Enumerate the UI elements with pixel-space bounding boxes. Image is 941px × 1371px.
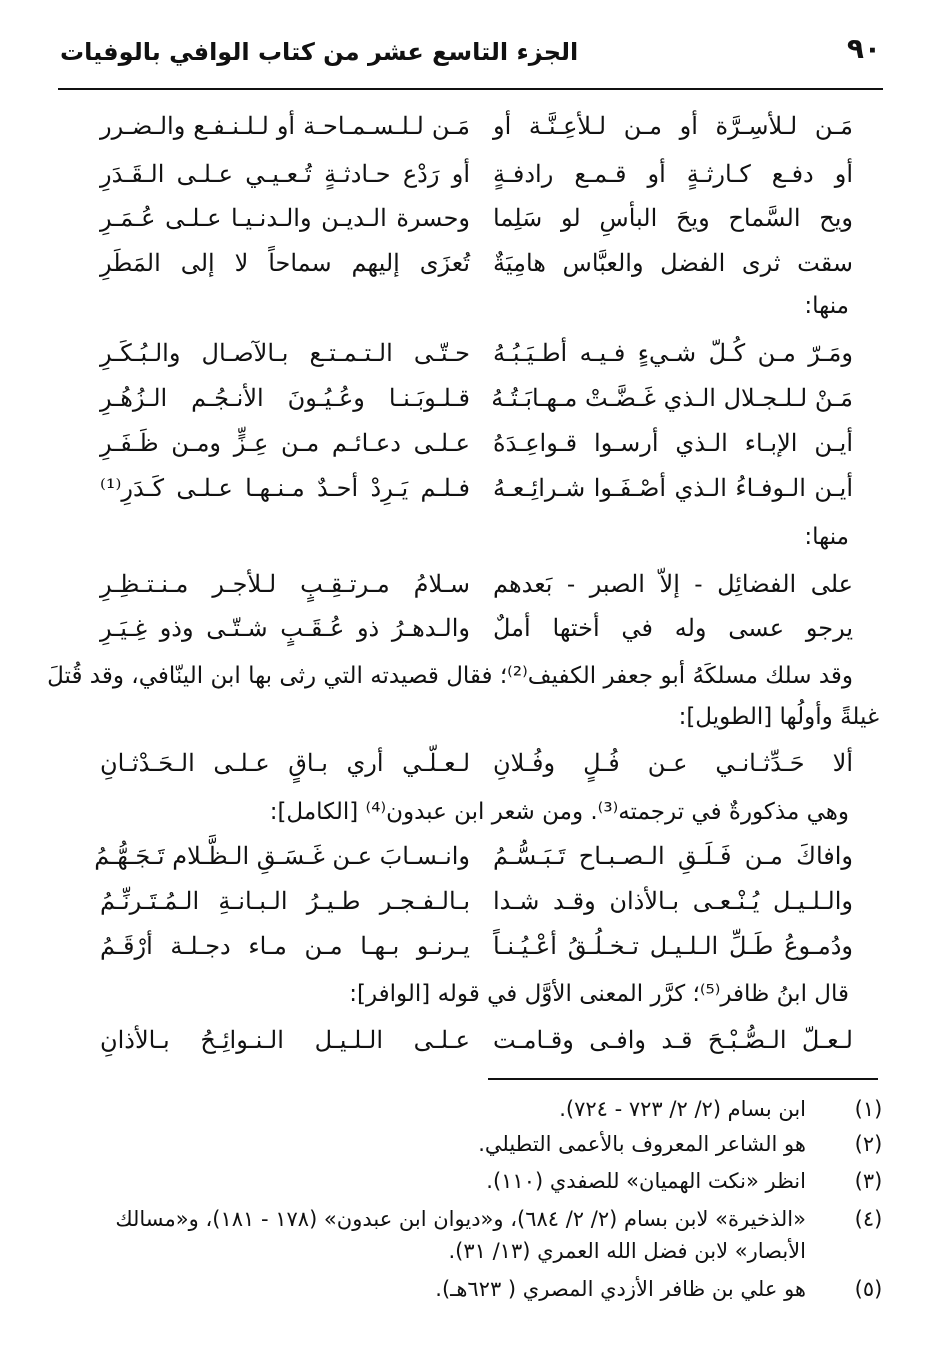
- verse: [100, 243, 853, 283]
- verse-second-hemistich: وحسرة الـديـن والـدنـيـا عـلـى عُـمَـرِ: [100, 204, 470, 232]
- section-label: منها:: [804, 524, 849, 550]
- verse: [100, 881, 853, 921]
- footnote-text: «الذخيرة» لابن بسام (٢/ ٢/ ٦٨٤)، و«ديوان ابن عبدون» (١٧٨ - ١٨١)، و«مسالك الأبصار» لابن فضل الله العمري (١٣/ ٣١).: [115, 1207, 806, 1263]
- verse-second-hemistich: عـلـى الـلـيـل الـنـوائِـحُ بـالأذانِ: [100, 1026, 470, 1054]
- verse: [100, 423, 853, 463]
- verse: [94, 836, 853, 876]
- footnote-number: (٤): [854, 1207, 883, 1231]
- verse-second-hemistich: سـلامُ مـرتـقِـبٍ لـلأجـر مـنـتـظِـرِ: [100, 570, 470, 598]
- verse-second-hemistich: حـتّـى الـتـمـتـع بـالآصـال والـبُـكَـرِ: [100, 339, 470, 367]
- prose-line: غيلةً وأولُها [الطويل]:: [678, 704, 879, 730]
- footnote-text: ابن بسام (٢/ ٢/ ٧٢٣ - ٧٢٤).: [559, 1097, 806, 1121]
- page-number: ٩٠: [846, 32, 881, 65]
- verse: [100, 106, 853, 146]
- verse-first-hemistich: لـعـلّ الـصُّـبْـحَ قـد وافـى وقـامـت: [493, 1026, 853, 1054]
- verse-first-hemistich: على الفضائِل - إلاّ الصبر - بَعدهم: [493, 570, 853, 598]
- footnote-number: (٥): [854, 1277, 883, 1301]
- verse: [100, 608, 853, 648]
- verse-second-hemistich: لـعـلّـي أري بـاقٍ عـلـى الـحَـدْثـانِ: [100, 749, 470, 777]
- verse: [100, 333, 853, 373]
- footnote-text: هو الشاعر المعروف بالأعمى التطيلي.: [478, 1132, 806, 1156]
- verse-first-hemistich: والـلـيـل يُـنْـعـى بـالأذان وقـد شـدا: [493, 887, 853, 915]
- section-label: منها:: [804, 293, 849, 319]
- footnote-text: هو علي بن ظافر الأزدي المصري ( ٦٢٣هـ).: [435, 1277, 806, 1301]
- footnote-number: (١): [854, 1097, 883, 1121]
- verse-first-hemistich: سقت ثرى الفضل والعبَّاس هامِيَةٌ: [493, 249, 853, 277]
- verse-first-hemistich: وافاكَ مـن فَـلَـقِ الـصـبـاح تَـبَـسُّـمُ: [493, 842, 853, 870]
- prose-line: وقد سلك مسلكَهُ أبو جعفر الكفيف⁽²⁾؛ فقال قصيدته التي رثى بها ابن الينّافي، وقد قُتلَ: [47, 663, 853, 689]
- verse-second-hemistich: أو رَدْع حـادثـةٍ تُـعـيـي عـلـى الـقَـدَرِ: [100, 160, 470, 188]
- verse-second-hemistich: تُعزَى إليهم سماحاً لا إلى المَطَرِ: [100, 249, 470, 277]
- verse-second-hemistich: يـرنـو بـهـا مـن مـاء دجـلـة أرْقَـمُ: [100, 932, 470, 960]
- footnote: [40, 1128, 896, 1160]
- footnote: [40, 1093, 896, 1125]
- verse-second-hemistich: مَـن لـلـسـمـاحـة أو لـلـنـفـع والـضـرر: [100, 112, 470, 140]
- verse: [100, 1020, 853, 1060]
- footnote-number: (٣): [854, 1169, 883, 1193]
- verse-second-hemistich: عـلـى دعـائـم مـن عِـزٍّ ومـن ظَـفَـرِ: [100, 429, 470, 457]
- verse-first-hemistich: ومَـرّ مـن كُـلّ شـيءٍ فـيـه أطـيَـبُـهُ: [493, 339, 853, 367]
- prose-line: قال ابنُ ظافر⁽⁵⁾؛ كرَّر المعنى الأوَّل في قوله [الوافر]:: [349, 981, 849, 1007]
- footnote: [40, 1273, 896, 1305]
- footnote-number: (٢): [854, 1132, 883, 1156]
- verse: [100, 743, 853, 783]
- footnote: [40, 1165, 896, 1197]
- footnote-rule: [488, 1078, 878, 1080]
- verse-first-hemistich: أو دفـع كـارثـةٍ أو قـمـع رادفـةٍ: [493, 160, 853, 188]
- verse-first-hemistich: مَـنْ لـلـجـلال الـذي غَـضَّـتْ مـهـابَـتُـهُ: [491, 384, 853, 412]
- verse-first-hemistich: يرجو عسى وله في أختها أملٌ: [493, 614, 853, 642]
- page-header: [60, 32, 881, 72]
- verse-first-hemistich: مَـن لـلأسِـرَّة أو مـن لـلأعِـنَّـة أو: [493, 112, 853, 140]
- verse: [100, 468, 853, 508]
- verse: [100, 378, 853, 418]
- verse-second-hemistich: وانـسـابَ عـن غَـسَـقِ الـظَّـلام تَـجَـهُّـمُ: [94, 842, 470, 870]
- verse-first-hemistich: ودُمـوعُ طَـلِّ الـلـيـل تـخـلُـقُ أعْـيُـنـاً: [493, 932, 853, 960]
- verse-first-hemistich: أيـن الإبـاء الـذي أرسـوا قـواعِـدَهُ: [493, 429, 853, 457]
- verse-second-hemistich: فـلـم يَـرِدْ أحـدٌ مـنـهـا عـلـى كَـدَرِ⁽¹⁾: [100, 474, 470, 502]
- header-rule: [58, 88, 883, 90]
- verse-first-hemistich: أيـن الـوفـاءُ الـذي أصْـفَـوا شـرائِـعـهُ: [493, 474, 853, 502]
- verse-second-hemistich: قـلـوبَـنـا وعُـيُـونَ الأنـجُـم الـزُهُـرِ: [100, 384, 470, 412]
- footnote: [40, 1203, 896, 1269]
- running-title: الجزء التاسع عشر من كتاب الوافي بالوفيات: [60, 38, 579, 66]
- verse: [100, 198, 853, 238]
- prose-line: وهي مذكورةٌ في ترجمته⁽³⁾. ومن شعر ابن عبدون⁽⁴⁾ [الكامل]:: [269, 799, 849, 825]
- verse-second-hemistich: والـدهـرُ ذو عُـقَـبٍ شـتّـى وذو غِـيَـرِ: [100, 614, 470, 642]
- verse-second-hemistich: بـالـفـجـر طـيـرُ الـبـانـةِ الـمُـتَـرنِّـمُ: [100, 887, 470, 915]
- verse: [100, 926, 853, 966]
- verse: [100, 564, 853, 604]
- verse-first-hemistich: ألا حَـدِّثـانـي عـن فُـلٍ وفُـلانِ: [493, 749, 853, 777]
- footnote-text: انظر «نكت الهميان» للصفدي (١١٠).: [486, 1169, 806, 1193]
- verse-first-hemistich: ويح السَّماح ويحَ البأسِ لو سَلِما: [493, 204, 853, 232]
- verse: [100, 154, 853, 194]
